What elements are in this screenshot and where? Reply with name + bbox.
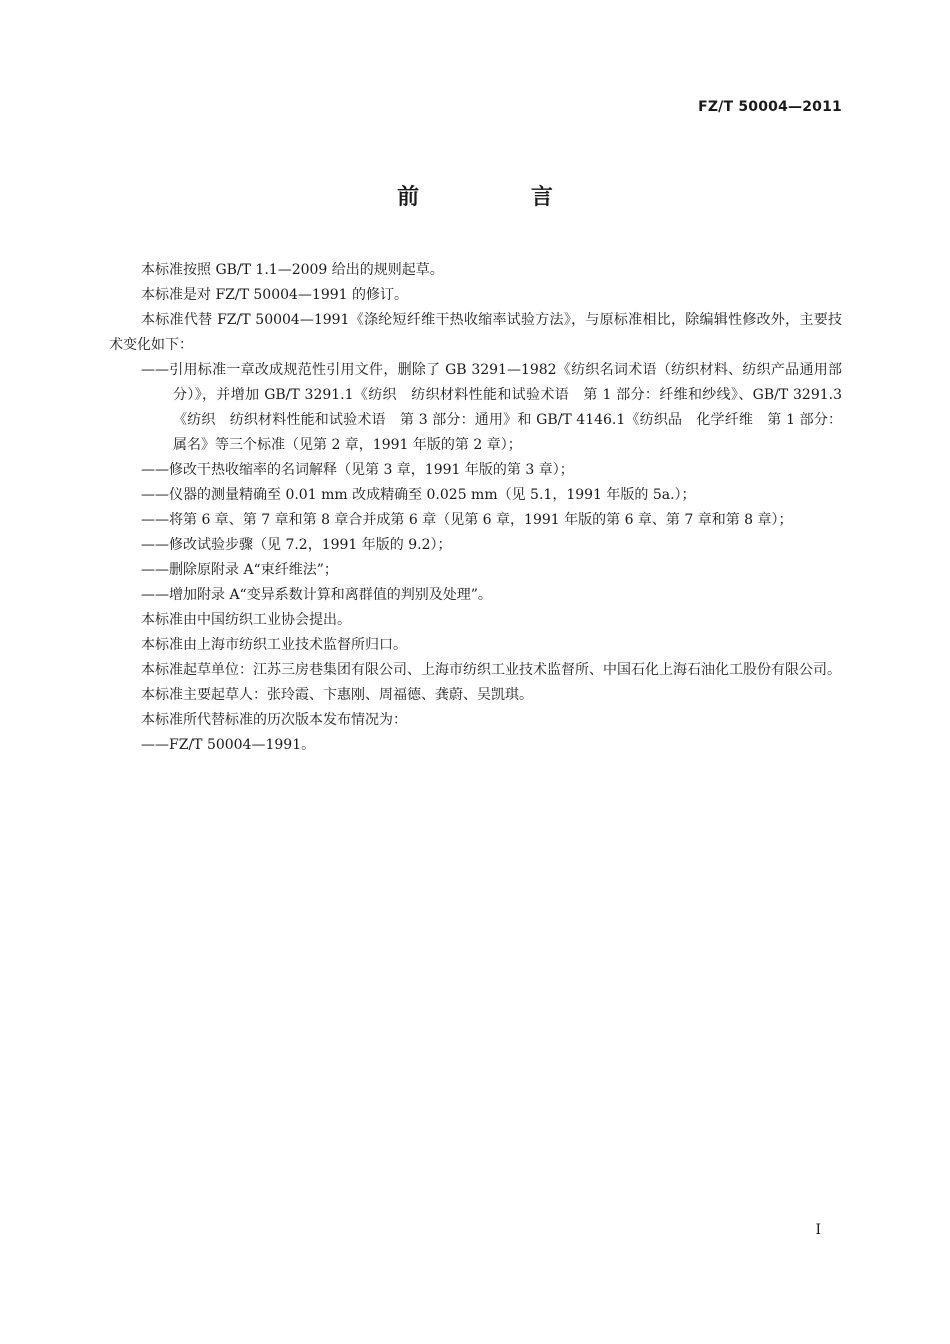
change-item: ——增加附录 A“变异系数计算和离群值的判别及处理”。 — [141, 587, 492, 603]
paragraph-replaces: 本标准代替 FZ/T 50004—1991《涤纶短纤维干热收缩率试验方法》，与原标准相比，除编辑性修改外，主要技术变化如下： — [109, 312, 842, 353]
foreword-body — [109, 258, 842, 758]
paragraph-proposer: 本标准由中国纺织工业协会提出。 — [141, 612, 351, 628]
page-number: I — [815, 1222, 821, 1238]
standard-code: FZ/T 50004—2011 — [698, 99, 842, 115]
change-item: ——修改试验步骤（见 7.2，1991 年版的 9.2）； — [141, 537, 452, 553]
change-item: ——删除原附录 A“束纤维法”； — [141, 562, 338, 578]
paragraph-revision: 本标准是对 FZ/T 50004—1991 的修订。 — [141, 287, 409, 303]
paragraph-history-intro: 本标准所代替标准的历次版本发布情况为： — [141, 712, 407, 728]
page-title: 前 言 — [397, 185, 605, 210]
paragraph-drafters: 本标准主要起草人：张玲霞、卞惠刚、周福德、龚蔚、吴凯琪。 — [141, 687, 533, 703]
history-item: ——FZ/T 50004—1991。 — [141, 737, 316, 753]
paragraph-drafting-units: 本标准起草单位：江苏三房巷集团有限公司、上海市纺织工业技术监督所、中国石化上海石油化工股份有限公司。 — [141, 662, 841, 678]
change-item: ——仪器的测量精确至 0.01 mm 改成精确至 0.025 mm（见 5.1，1991 年版的 5a.）； — [141, 487, 696, 503]
paragraph-centralized: 本标准由上海市纺织工业技术监督所归口。 — [141, 637, 407, 653]
change-item: ——引用标准一章改成规范性引用文件，删除了 GB 3291—1982《纺织名词术语（纺织材料、纺织产品通用部分）》，并增加 GB/T 3291.1《纺织 纺织材料性能和试验术语 第 1 部分：纤维和纱线》、GB/T 3291.3《纺织 纺织材料性能和试验术语 第 3 部分：通用》和 GB/T 4146.1《纺织品 化学纤维 第 1 部分：属名》等三个标准（见第 2 章，1991 年版的第 2 章）； — [141, 362, 842, 453]
change-item: ——修改干热收缩率的名词解释（见第 3 章，1991 年版的第 3 章）； — [141, 462, 574, 478]
change-item: ——将第 6 章、第 7 章和第 8 章合并成第 6 章（见第 6 章，1991 年版的第 6 章、第 7 章和第 8 章）； — [141, 512, 793, 528]
paragraph-drafting-rules: 本标准按照 GB/T 1.1—2009 给出的规则起草。 — [141, 262, 444, 278]
